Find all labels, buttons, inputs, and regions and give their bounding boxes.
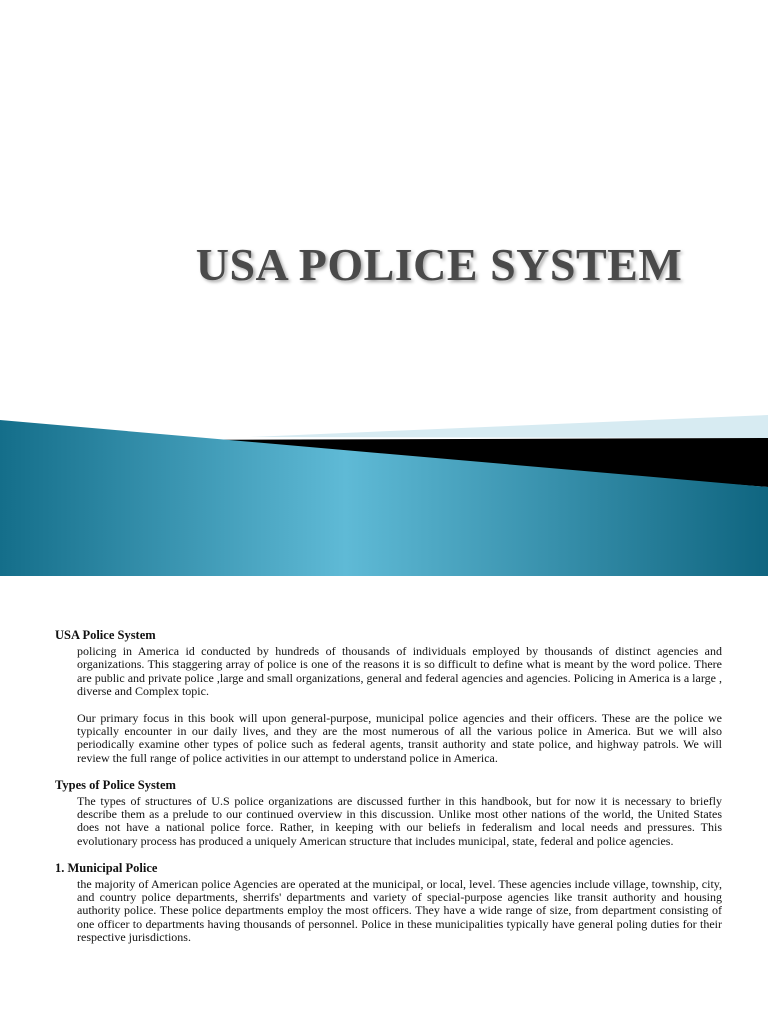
document-body <box>55 629 722 944</box>
slide-title: USA POLICE SYSTEM <box>195 239 683 290</box>
section-heading-usa-police-system: USA Police System <box>55 628 156 642</box>
paragraph-municipal: the majority of American police Agencies are operated at the municipal, or local, level. These agencies include village, township, city, and country police departments, sherrifs' departments and variety of special-purpose agencies like transit authority and housing authority police. These police departments employ the most officers. They have a wide range of size, from department consisting of one officer to departments having thousands of personnel. Police in these municipalities typically have general poling duties for their respective jurisdictions. <box>77 877 722 944</box>
section-heading-municipal: 1. Municipal Police <box>55 860 158 875</box>
banner-light-band <box>250 415 768 438</box>
section-heading-types: Types of Police System <box>55 777 176 792</box>
paragraph-types: The types of structures of U.S police organizations are discussed further in this handbook, but for now it is necessary to briefly describe them as a prelude to our continued overview in this discussion. Unlike most other nations of the world, the United States does not have a national police force. Rather, in keeping with our beliefs in federalism and local needs and pressures. This evolutionary process has produced a uniquely American structure that includes municipal, state, federal and police agencies. <box>77 794 722 848</box>
paragraph-primary-focus: Our primary focus in this book will upon general-purpose, municipal police agencies and their officers. These are the police we typically encounter in our daily lives, and they are the most numerous of all the various police in America. But we will also periodically examine other types of police such as federal agents, transit authority and state police, and highway patrols. We will review the full range of police activities in our attempt to understand police in America. <box>77 711 722 765</box>
paragraph-policing-intro: policing in America id conducted by hundreds of thousands of individuals employed by thousands of distinct agencies and organizations. This staggering array of police is one of the reasons it is so difficult to define what is meant by the word police. There are public and private police ,large and small organizations, general and federal agencies and agencies. Policing in America is a large , diverse and Complex topic. <box>77 644 722 698</box>
